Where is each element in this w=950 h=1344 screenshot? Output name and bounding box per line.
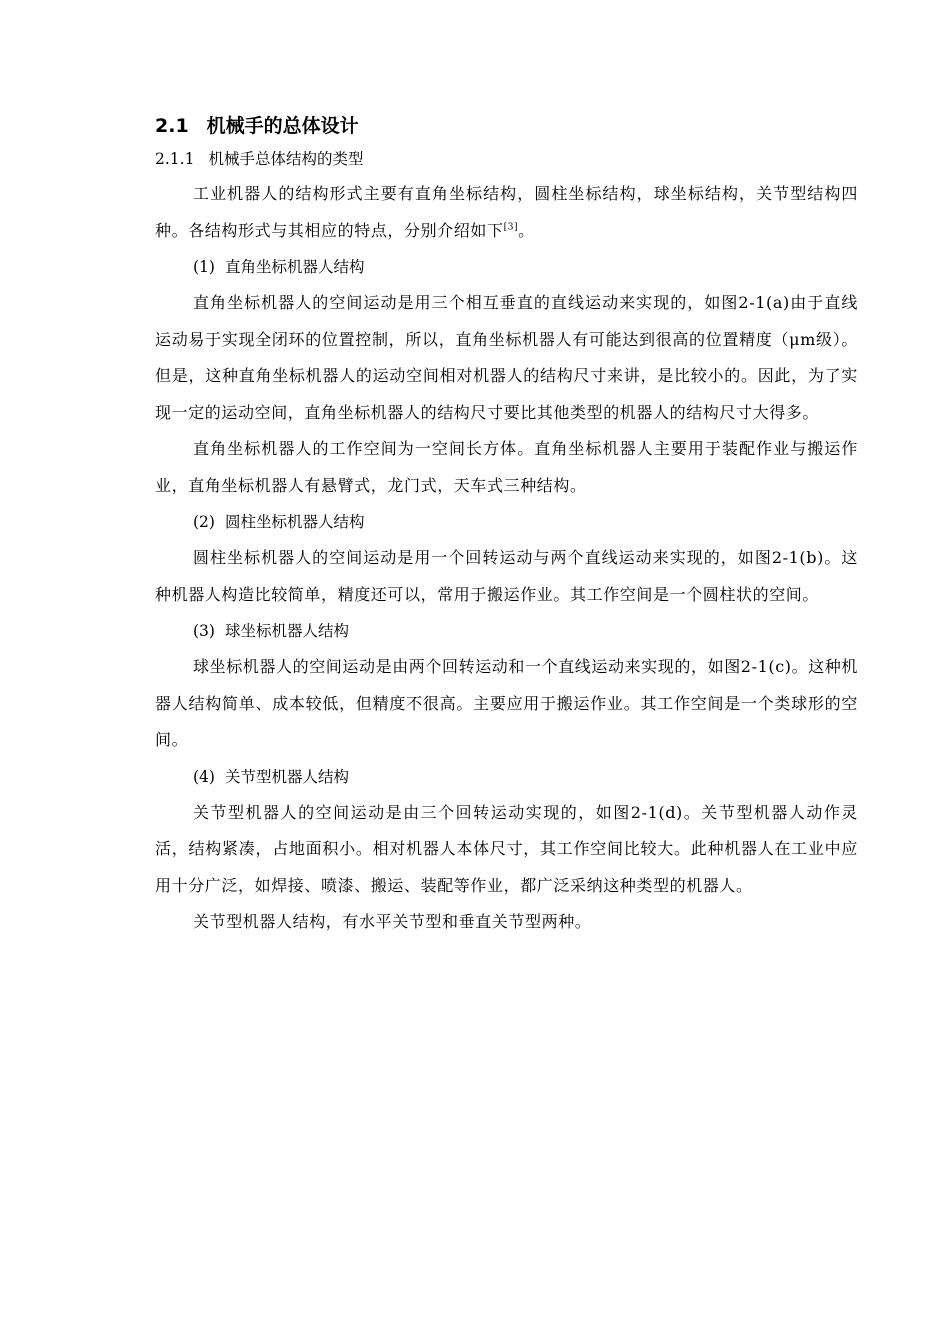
item-number: (4) bbox=[193, 767, 215, 786]
item-number: (2) bbox=[193, 513, 215, 531]
section-title: 机械手的总体设计 bbox=[206, 115, 359, 137]
intro-text: 工业机器人的结构形式主要有直角坐标结构，圆柱坐标结构，球坐标结构，关节型结构四种。各结构形式与其相应的特点，分别介绍如下 bbox=[155, 184, 858, 240]
item-heading-2 bbox=[155, 504, 858, 540]
item-title: 关节型机器人结构 bbox=[224, 767, 349, 786]
item-title: 直角坐标机器人结构 bbox=[224, 258, 365, 276]
item-number: (3) bbox=[193, 622, 215, 640]
item-title: 圆柱坐标机器人结构 bbox=[224, 513, 365, 531]
body-paragraph: 关节型机器人的空间运动是由三个回转运动实现的，如图2-1(d)。关节型机器人动作灵活，结构紧凑，占地面积小。相对机器人本体尺寸，其工作空间比较大。此种机器人在工业中应用十分广泛，如焊接、喷漆、搬运、装配等作业，都广泛采纳这种类型的机器人。 bbox=[155, 802, 858, 895]
body-paragraph: 直角坐标机器人的工作空间为一空间长方体。直角坐标机器人主要用于装配作业与搬运作业，直角坐标机器人有悬臂式，龙门式，天车式三种结构。 bbox=[155, 439, 858, 495]
subsection-number: 2.1.1 bbox=[155, 150, 195, 168]
subsection-heading bbox=[155, 148, 858, 170]
section-heading bbox=[155, 112, 858, 140]
item-heading-4 bbox=[155, 759, 858, 795]
body-paragraph: 圆柱坐标机器人的空间运动是用一个回转运动与两个直线运动来实现的，如图2-1(b)。这种机器人构造比较简单，精度还可以，常用于搬运作业。其工作空间是一个圆柱状的空间。 bbox=[155, 548, 858, 604]
intro-paragraph bbox=[155, 176, 858, 249]
item-number: (1) bbox=[193, 258, 215, 276]
item-heading-1 bbox=[155, 249, 858, 285]
item-title: 球坐标机器人结构 bbox=[224, 622, 349, 640]
body-paragraph: 关节型机器人结构，有水平关节型和垂直关节型两种。 bbox=[193, 912, 592, 931]
item-heading-3 bbox=[155, 613, 858, 649]
body-paragraph: 球坐标机器人的空间运动是由两个回转运动和一个直线运动来实现的，如图2-1(c)。这种机器人结构简单、成本较低，但精度不很高。主要应用于搬运作业。其工作空间是一个类球形的空间。 bbox=[155, 657, 859, 749]
page-content bbox=[155, 112, 858, 941]
subsection-title: 机械手总体结构的类型 bbox=[208, 150, 364, 168]
body-paragraph: 直角坐标机器人的空间运动是用三个相互垂直的直线运动来实现的，如图2-1(a)由于直线运动易于实现全闭环的位置控制，所以，直角坐标机器人有可能达到很高的位置精度（μm级）。但是，这种直角坐标机器人的运动空间相对机器人的结构尺寸来讲，是比较小的。因此，为了实现一定的运动空间，直角坐标机器人的结构尺寸要比其他类型的机器人的结构尺寸大得多。 bbox=[155, 293, 858, 422]
section-number: 2.1 bbox=[155, 115, 189, 137]
intro-end: 。 bbox=[518, 220, 535, 240]
citation-ref: [3] bbox=[503, 222, 519, 233]
